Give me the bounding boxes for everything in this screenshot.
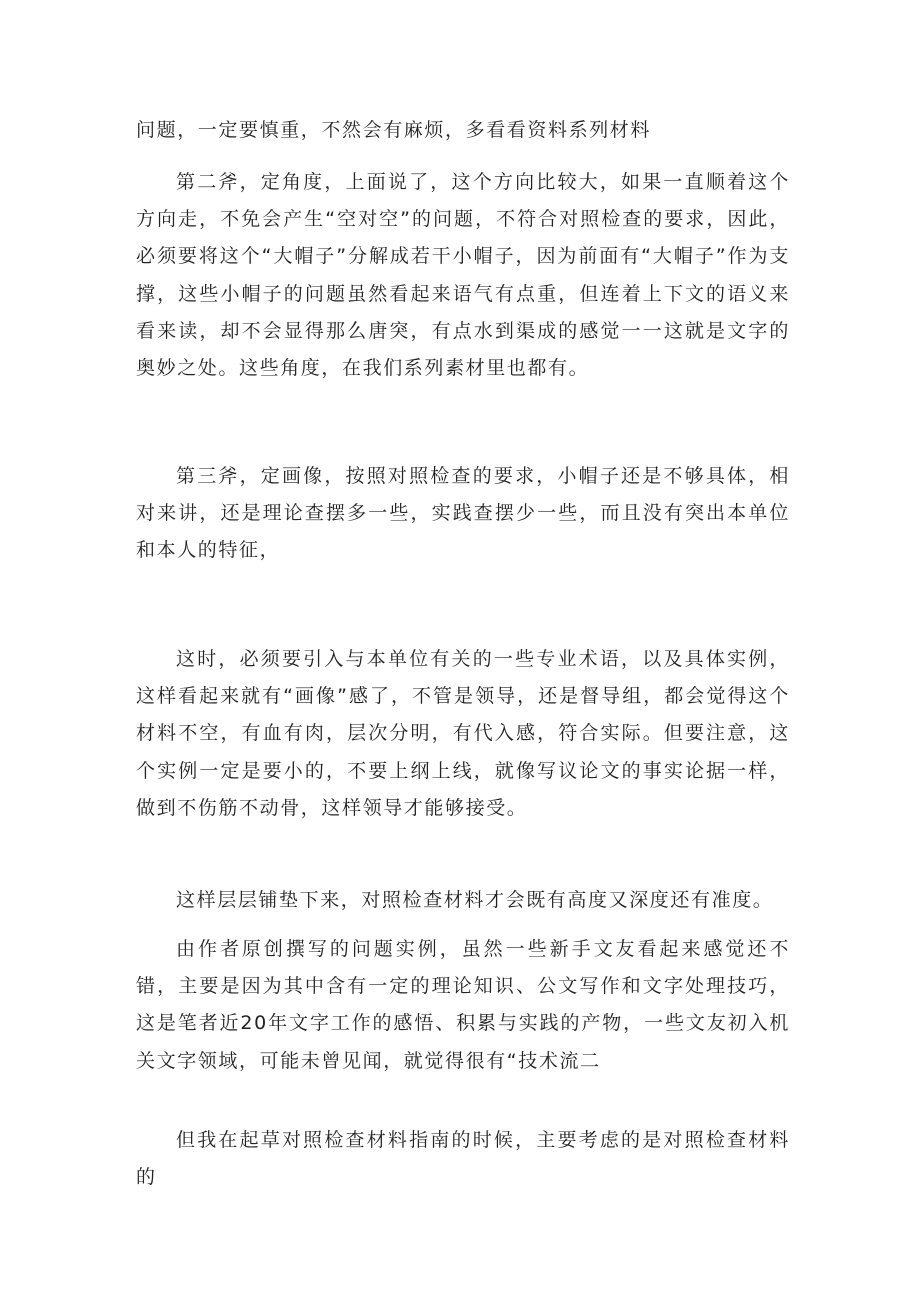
- paragraph-layering: 这样层层铺垫下来，对照检查材料才会既有高度又深度还有准度。: [176, 889, 774, 911]
- paragraph-third-axe: 第三斧，定画像，按照对照检查的要求，小帽子还是不够具体，相对来讲，还是理论查摆多一些，实践查摆少一些，而且没有突出本单位和本人的特征，: [136, 465, 790, 562]
- paragraph-author-note: 由作者原创撰写的问题实例，虽然一些新手文友看起来感觉还不错，主要是因为其中含有一定的理论知识、公文写作和文字处理技巧，这是笔者近20年文字工作的感悟、积累与实践的产物，一些文友初入机关文字领域，可能未曾见闻，就觉得很有“技术流二: [136, 938, 790, 1072]
- paragraph-continuation: 问题，一定要慎重，不然会有麻烦，多看看资料系列材料: [136, 119, 652, 141]
- paragraph-second-axe: 第二斧，定角度，上面说了，这个方向比较大，如果一直顺着这个方向走，不免会产生“空对空”的问题，不符合对照检查的要求，因此，必须要将这个“大帽子”分解成若干小帽子，因为前面有“大帽子”作为支撑，这些小帽子的问题虽然看起来语气有点重，但连着上下文的语义来看来读，却不会显得那么唐突，有点水到渠成的感觉一一这就是文字的奥妙之处。这些角度，在我们系列素材里也都有。: [136, 171, 790, 380]
- paragraph-guide: 但我在起草对照检查材料指南的时候，主要考虑的是对照检查材料的: [136, 1129, 790, 1189]
- paragraph-examples: 这时，必须要引入与本单位有关的一些专业术语，以及具体实例，这样看起来就有“画像”感了，不管是领导，还是督导组，都会觉得这个材料不空，有血有肉，层次分明，有代入感，符合实际。但要注意，这个实例一定是要小的，不要上纲上线，就像写议论文的事实论据一样，做到不伤筋不动骨，这样领导才能够接受。: [136, 648, 790, 819]
